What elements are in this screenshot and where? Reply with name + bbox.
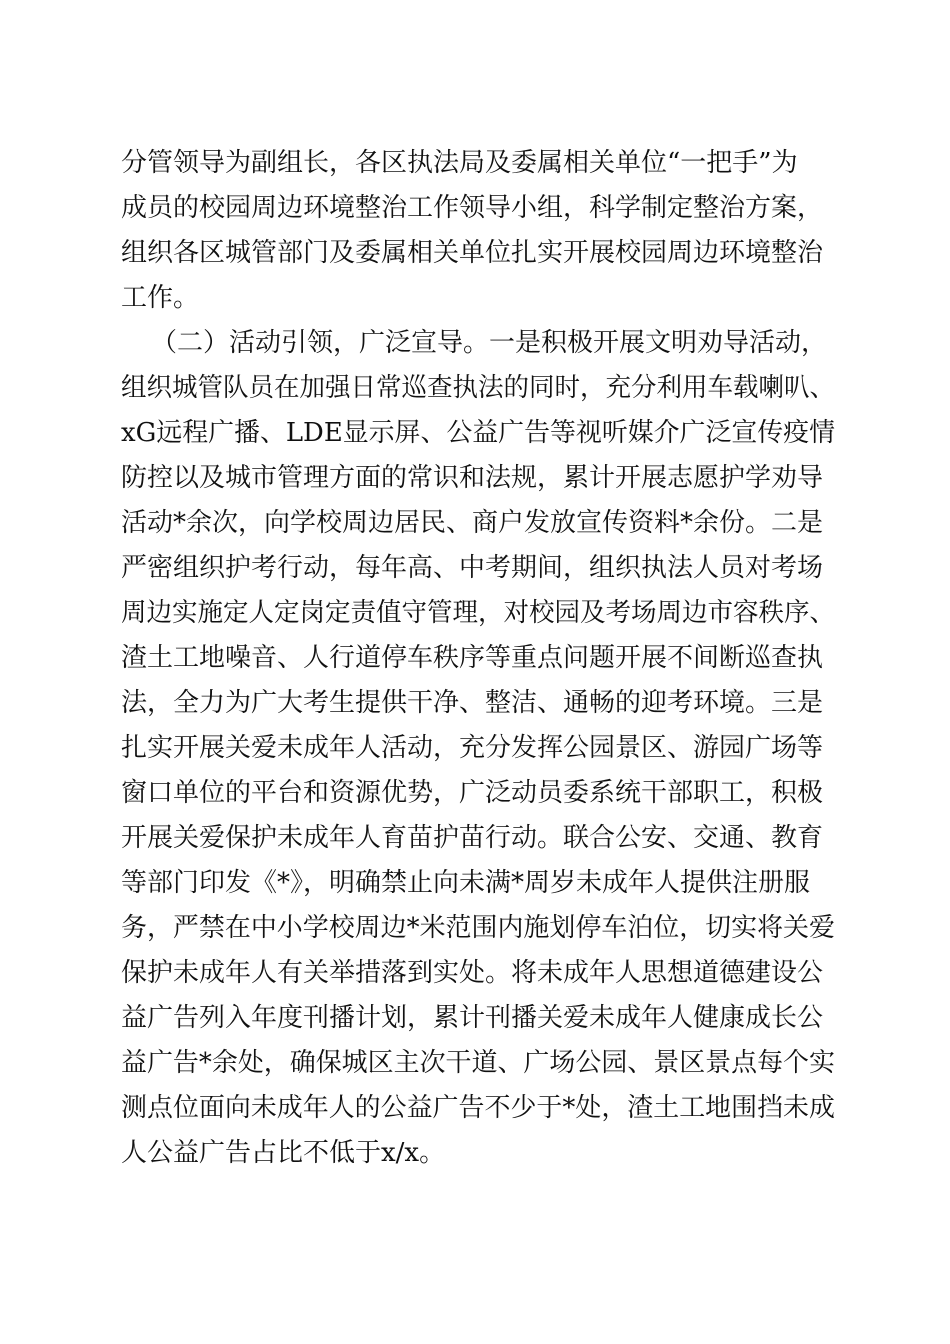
paragraph-line: [0, 953, 950, 993]
paragraph-line: [0, 593, 950, 633]
paragraph-line: [0, 143, 950, 183]
paragraph-line: [0, 1133, 950, 1173]
paragraph-line: [0, 818, 950, 858]
paragraph-line: [0, 728, 950, 768]
line-text: （二）活动引领，广泛宣导。一是积极开展文明劝导活动，: [151, 328, 828, 358]
line-text: 益广告列入年度刊播计划，累计刊播关爱未成年人健康成长公: [121, 1003, 824, 1033]
line-text: 保护未成年人有关举措落到实处。将未成年人思想道德建设公: [121, 958, 824, 988]
line-text: 窗口单位的平台和资源优势，广泛动员委系统干部职工，积极: [121, 778, 824, 808]
paragraph-line: [0, 908, 950, 948]
line-text: 活动*余次，向学校周边居民、商户发放宣传资料*余份。二是: [121, 508, 824, 538]
section-heading-line: [0, 323, 950, 363]
paragraph-line: [0, 278, 950, 318]
line-text: 周边实施定人定岗定责值守管理，对校园及考场周边市容秩序、: [121, 598, 835, 628]
paragraph-line: [0, 503, 950, 543]
line-text: 人公益广告占比不低于x/x。: [121, 1138, 446, 1168]
paragraph-line: [0, 1088, 950, 1128]
paragraph-line: [0, 233, 950, 273]
line-text: 益广告*余处，确保城区主次干道、广场公园、景区景点每个实: [121, 1048, 835, 1078]
line-text: 成员的校园周边环境整治工作领导小组，科学制定整治方案，: [121, 193, 824, 223]
line-text: 开展关爱保护未成年人育苗护苗行动。联合公安、交通、教育: [121, 823, 824, 853]
paragraph-line: [0, 458, 950, 498]
paragraph-line: [0, 773, 950, 813]
paragraph-line: [0, 863, 950, 903]
paragraph-line: [0, 548, 950, 588]
line-text: 等部门印发《*》，明确禁止向未满*周岁未成年人提供注册服: [121, 868, 811, 898]
line-text: 法，全力为广大考生提供干净、整洁、通畅的迎考环境。三是: [121, 688, 824, 718]
paragraph-line: [0, 1043, 950, 1083]
paragraph-line: [0, 638, 950, 678]
line-text: 测点位面向未成年人的公益广告不少于*处，渣土工地围挡未成: [121, 1093, 835, 1123]
paragraph-line: [0, 188, 950, 228]
paragraph-line: [0, 998, 950, 1038]
line-text: 工作。: [121, 283, 200, 313]
line-text: 组织城管队员在加强日常巡查执法的同时，充分利用车载喇叭、: [121, 373, 835, 403]
paragraph-line: [0, 683, 950, 723]
line-text: 分管领导为副组长，各区执法局及委属相关单位“一把手”为: [121, 148, 798, 178]
line-text: 严密组织护考行动，每年高、中考期间，组织执法人员对考场: [121, 553, 824, 583]
line-text: 务，严禁在中小学校周边*米范围内施划停车泊位，切实将关爱: [121, 913, 835, 943]
line-text: 防控以及城市管理方面的常识和法规，累计开展志愿护学劝导: [121, 463, 824, 493]
line-text: 扎实开展关爱未成年人活动，充分发挥公园景区、游园广场等: [121, 733, 824, 763]
paragraph-line: [0, 413, 950, 453]
line-text: 组织各区城管部门及委属相关单位扎实开展校园周边环境整治: [121, 238, 824, 268]
line-text: 渣土工地噪音、人行道停车秩序等重点问题开展不间断巡查执: [121, 643, 824, 673]
paragraph-line: [0, 368, 950, 408]
line-text: xG远程广播、LDE显示屏、公益广告等视听媒介广泛宣传疫情: [121, 418, 835, 448]
